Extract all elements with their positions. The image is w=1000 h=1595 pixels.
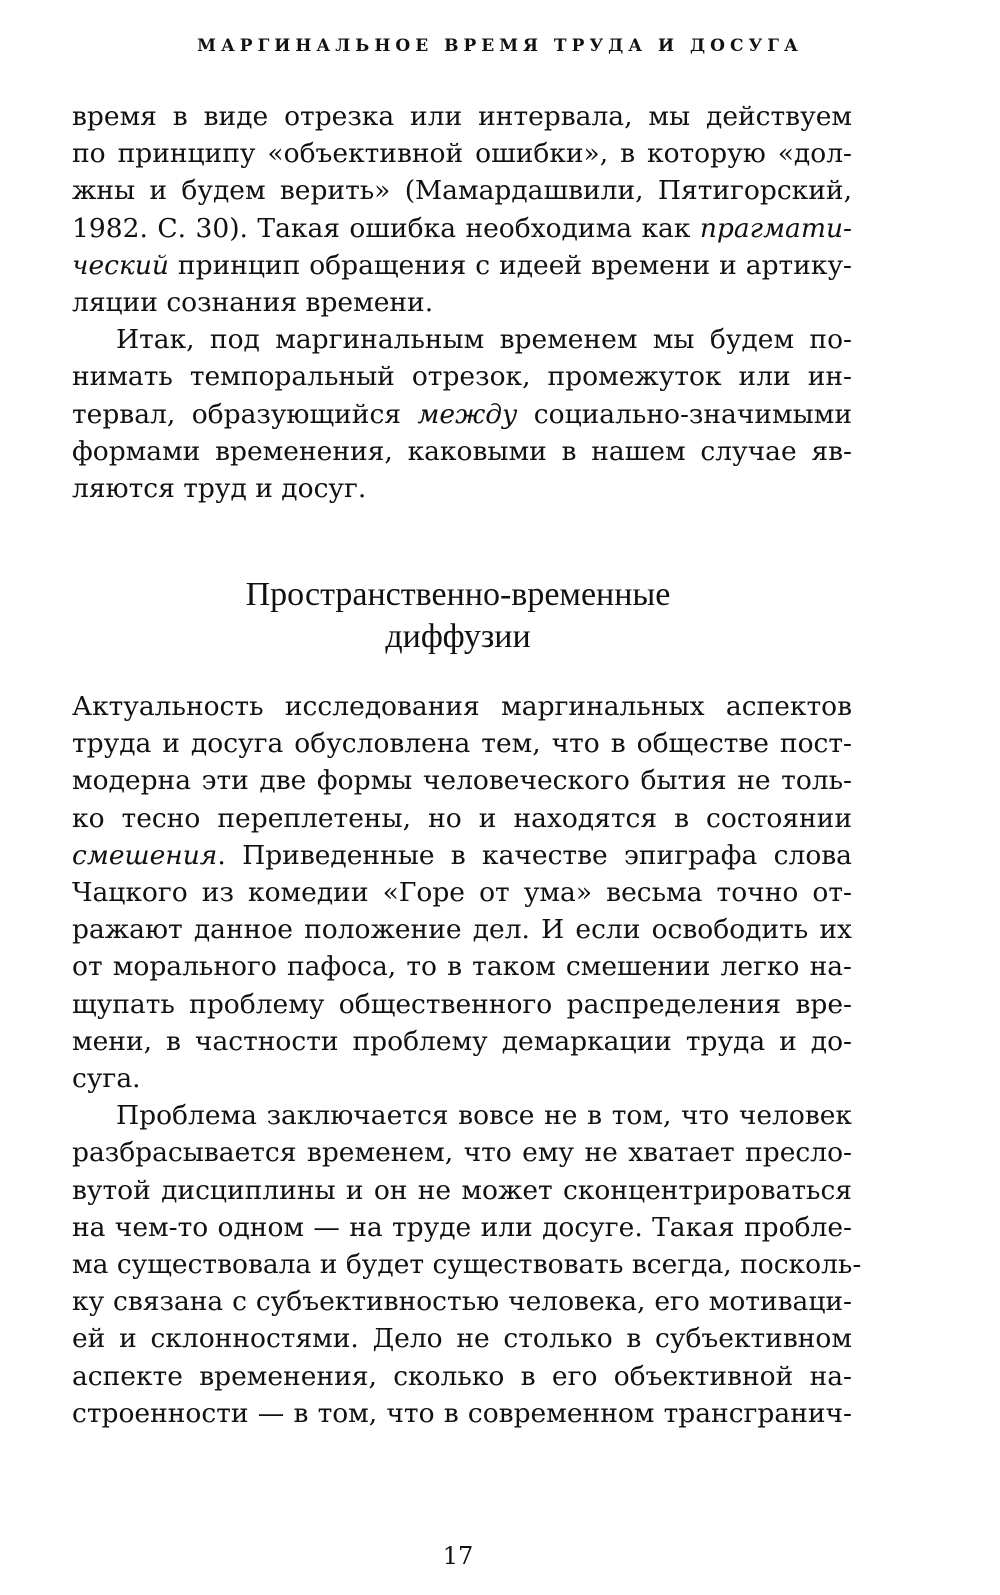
running-head: МАРГИНАЛЬНОЕ ВРЕМЯ ТРУДА И ДОСУГА bbox=[197, 36, 803, 56]
text-line: формами временения, каковыми в нашем случае яв- bbox=[72, 435, 852, 467]
text-line: по принципу «объективной ошибки», в которую «дол- bbox=[72, 138, 852, 170]
text-run: тервал, образующийся bbox=[72, 398, 418, 430]
text-line: разбрасывается временем, что ему не хватает пресло- bbox=[72, 1137, 852, 1169]
text-run: 1982. С. 30). Такая ошибка необходима как bbox=[72, 212, 700, 244]
text-line: время в виде отрезка или интервала, мы действуем bbox=[72, 101, 852, 132]
text-line: труда и досуга обусловлена тем, что в обществе пост- bbox=[72, 728, 852, 760]
text-line: от морального пафоса, то в таком смешении легко на- bbox=[72, 951, 852, 983]
section-heading-line: Пространственно-временные bbox=[245, 576, 671, 613]
text-line bbox=[72, 247, 852, 284]
text-line: ма существовала и будет существовать всегда, посколь- bbox=[72, 1249, 862, 1281]
text-line bbox=[72, 396, 852, 433]
paragraph-4 bbox=[72, 1097, 862, 1432]
paragraph-3 bbox=[72, 688, 852, 1097]
text-line: мени, в частности проблему демаркации труда и до- bbox=[72, 1025, 852, 1057]
text-line: ляции сознания времени. bbox=[72, 287, 434, 319]
text-line: строенности — в том, что в современном трансгранич- bbox=[72, 1397, 852, 1429]
text-line: Проблема заключается вовсе не в том, что человек bbox=[116, 1100, 852, 1132]
paragraph-1 bbox=[72, 98, 852, 321]
text-line: Чацкого из комедии «Горе от ума» весьма точно от- bbox=[72, 877, 852, 909]
text-line: ей и склонностями. Дело не столько в субъективном bbox=[72, 1323, 852, 1355]
text-line: ку связана с субъективностью человека, его мотиваци- bbox=[72, 1286, 852, 1318]
text-line: жны и будем верить» (Мамардашвили, Пятигорский, bbox=[72, 175, 852, 207]
text-line: нимать темпоральный отрезок, промежуток или ин- bbox=[72, 361, 852, 393]
italic-term: между bbox=[417, 398, 518, 430]
text-line bbox=[72, 837, 852, 874]
text-run: принцип обращения с идеей времени и артику- bbox=[168, 249, 852, 281]
section-heading bbox=[0, 574, 916, 658]
text-run: социально-значимыми bbox=[517, 398, 852, 430]
text-line: Итак, под маргинальным временем мы будем по- bbox=[116, 324, 852, 356]
text-line: вутой дисциплины и он не может сконцентрироваться bbox=[72, 1174, 852, 1206]
text-run: . Приведенные в качестве эпиграфа слова bbox=[217, 839, 852, 871]
text-line: ко тесно переплетены, но и находятся в состоянии bbox=[72, 802, 852, 834]
text-line: на чем-то одном — на труде или досуге. Такая пробле- bbox=[72, 1211, 852, 1243]
text-line: модерна эти две формы человеческого бытия не толь- bbox=[72, 765, 852, 797]
text-line: щупать проблему общественного распределения вре- bbox=[72, 988, 852, 1020]
italic-term: смешения bbox=[72, 839, 218, 871]
section-heading-line: диффузии bbox=[385, 618, 531, 655]
text-line: аспекте временения, сколько в его объективной на- bbox=[72, 1360, 852, 1392]
text-block-top bbox=[72, 98, 852, 507]
text-line: ляются труд и досуг. bbox=[72, 473, 367, 505]
text-line: суга. bbox=[72, 1063, 141, 1095]
text-line bbox=[72, 210, 852, 247]
paragraph-2 bbox=[72, 321, 852, 507]
italic-term: прагмати- bbox=[699, 212, 852, 244]
text-line: Актуальность исследования маргинальных аспектов bbox=[72, 691, 852, 722]
page-number: 17 bbox=[442, 1542, 474, 1570]
italic-term: ческий bbox=[72, 249, 169, 281]
text-block-bottom bbox=[72, 688, 862, 1432]
text-line: ражают данное положение дел. И если освободить их bbox=[72, 914, 852, 946]
